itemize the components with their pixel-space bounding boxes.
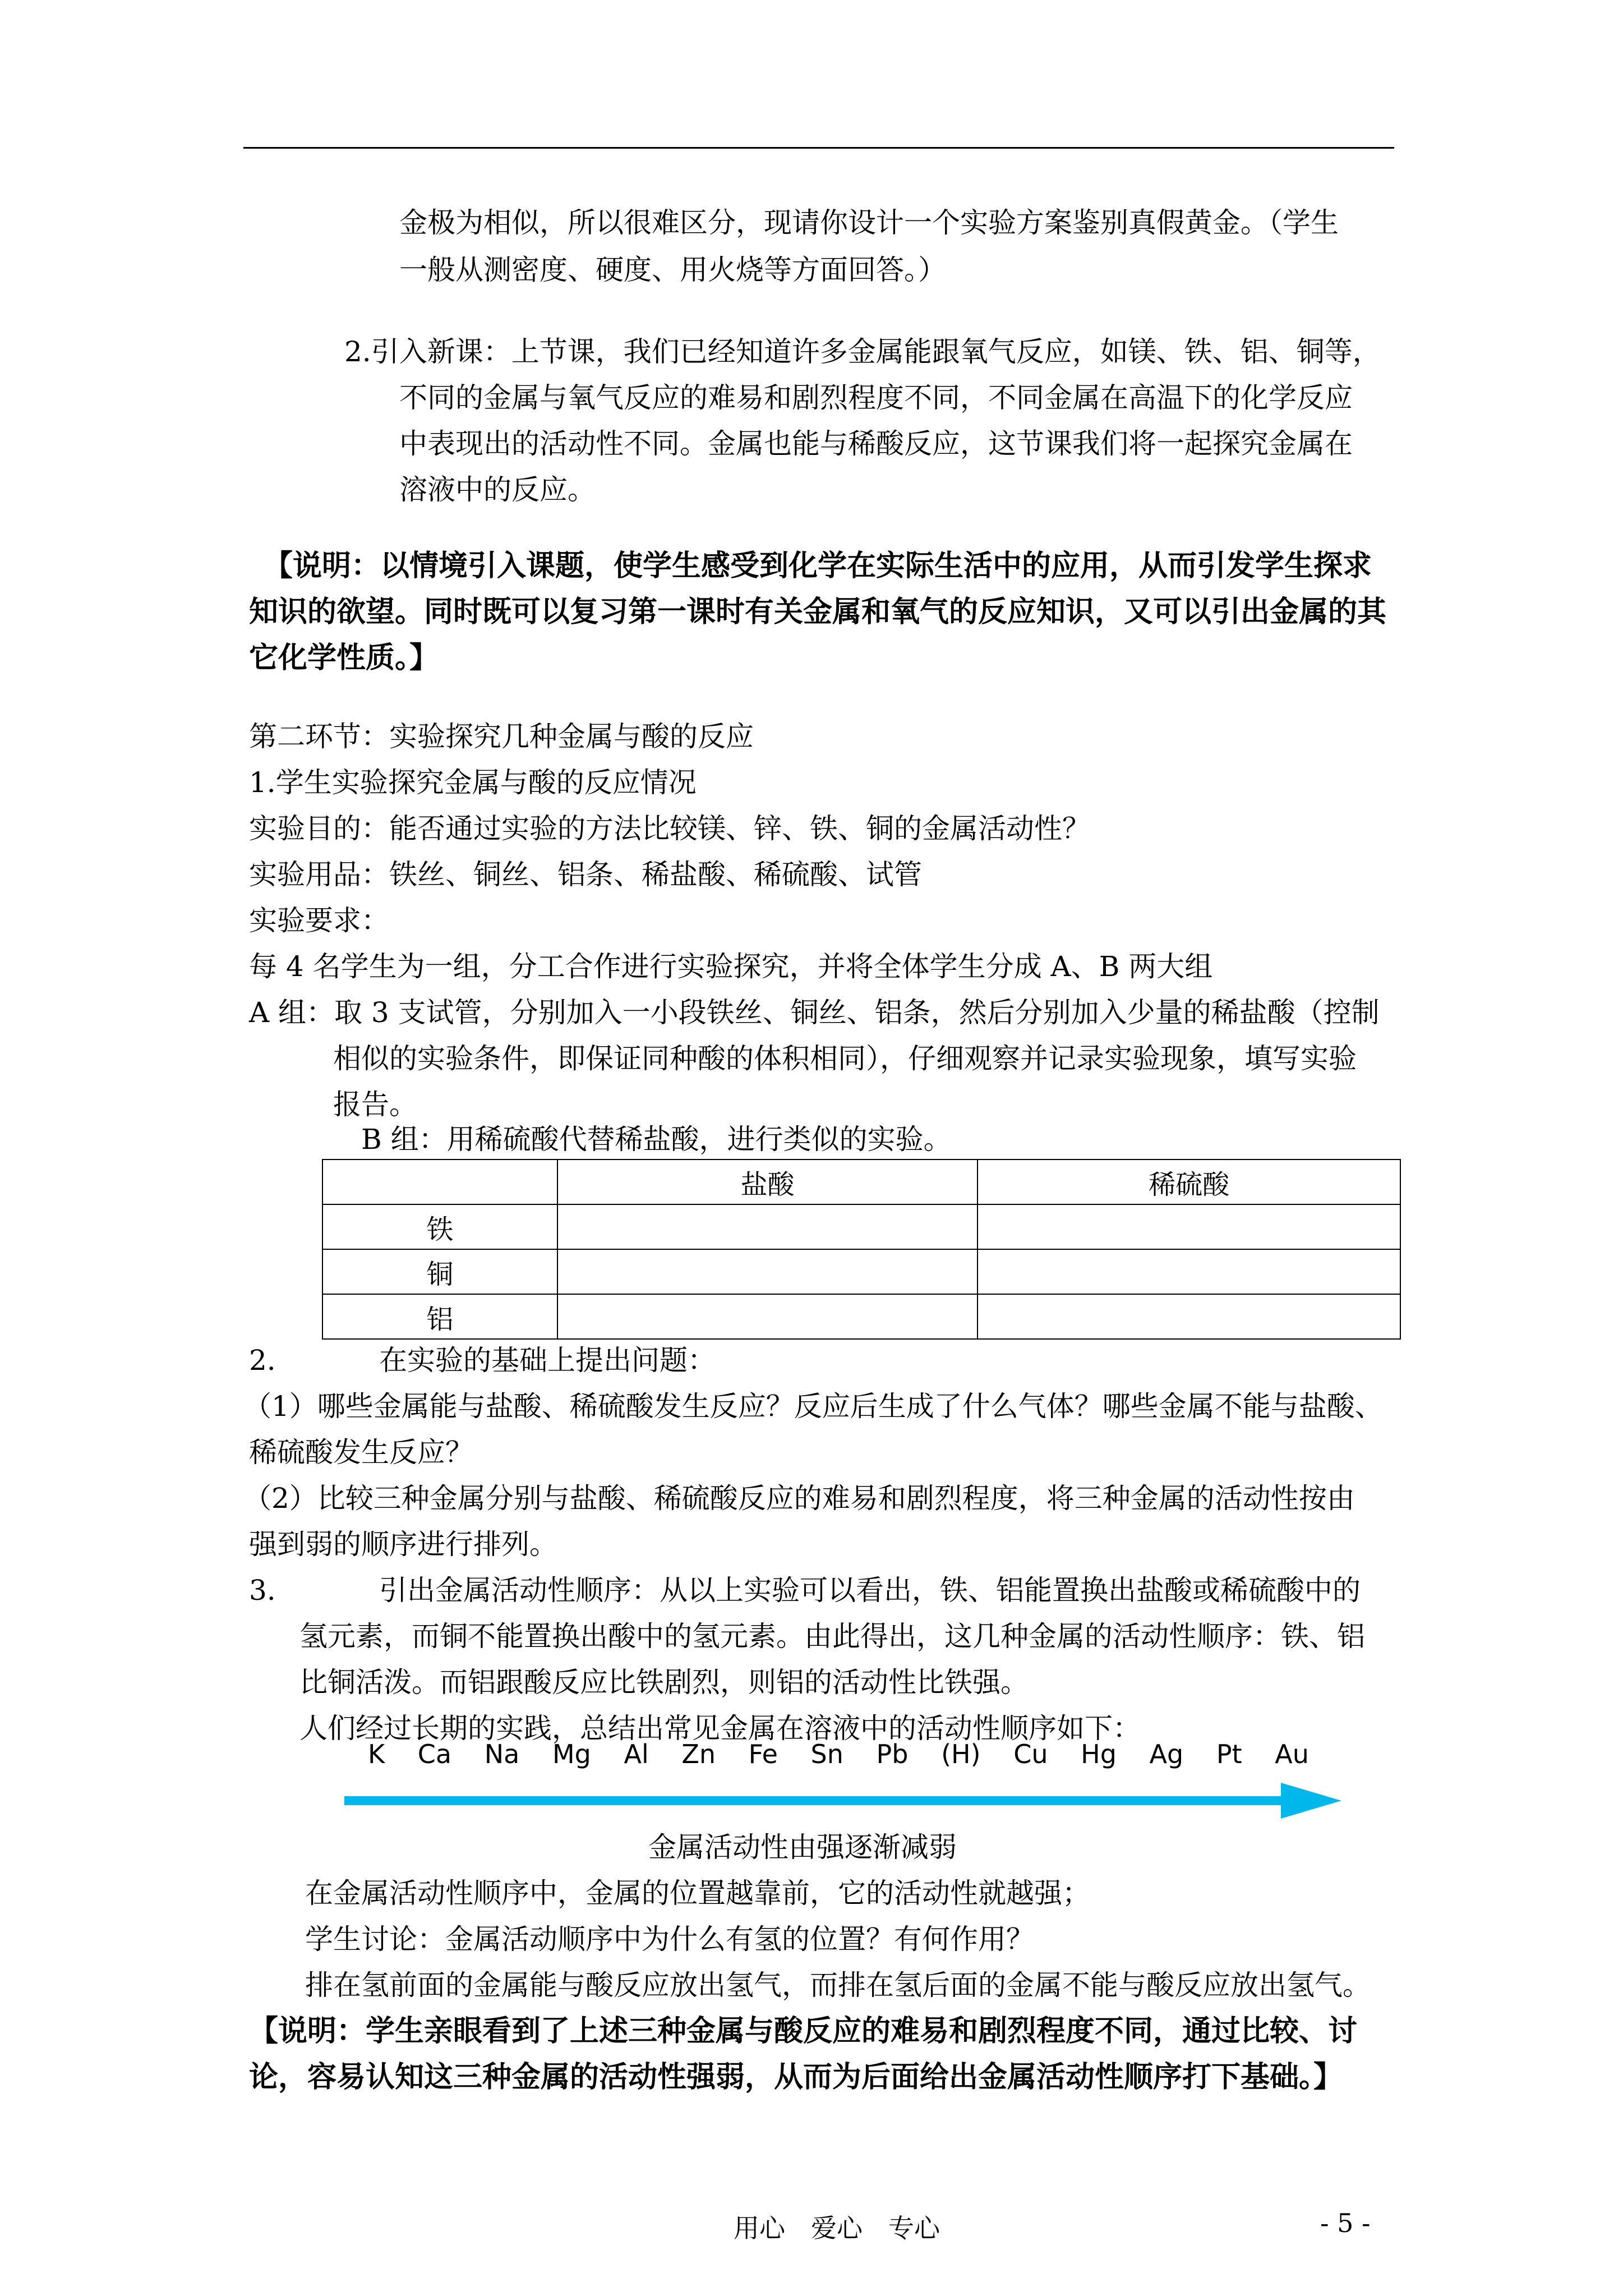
footer-motto: 用心 爱心 专心	[734, 2213, 940, 2243]
question-2-line-2: 强到弱的顺序进行排列。	[249, 1528, 557, 1561]
header-rule	[243, 147, 1394, 149]
table-cell	[978, 1204, 1400, 1249]
new-lesson-line-1: 2.引入新课：上节课，我们已经知道许多金属能跟氧气反应，如镁、铁、铝、铜等，	[344, 335, 1381, 368]
new-lesson-line-3: 中表现出的活动性不同。金属也能与稀酸反应，这节课我们将一起探究金属在	[399, 427, 1353, 460]
experiment-line-5: 每 4 名学生为一组，分工合作进行实验探究，并将全体学生分成 A、B 两大组	[249, 950, 1213, 983]
item-3-number: 3.	[249, 1574, 276, 1607]
item-3-line-1: 引出金属活动性顺序：从以上实验可以看出，铁、铝能置换出盐酸或稀硫酸中的	[379, 1574, 1361, 1607]
table-cell	[978, 1294, 1400, 1339]
element-symbol: Al	[624, 1739, 649, 1769]
table-header-row	[322, 1159, 1400, 1204]
experiment-line-4: 实验要求：	[249, 904, 389, 937]
table-cell	[557, 1294, 978, 1339]
note-2: 【说明：学生亲眼看到了上述三种金属与酸反应的难易和剧烈程度不同，通过比较、讨论，容易认知这三种金属的活动性强弱，从而为后面给出金属活动性顺序打下基础。】	[249, 2014, 1358, 2094]
element-symbol: Au	[1275, 1739, 1309, 1769]
question-1-line-1: （1）哪些金属能与盐酸、稀硫酸发生反应？反应后生成了什么气体？哪些金属不能与盐酸、	[243, 1390, 1383, 1423]
element-symbol: Ca	[417, 1739, 452, 1769]
item-3-line-2: 氢元素，而铜不能置换出酸中的氢元素。由此得出，这几种金属的活动性顺序：铁、铝	[299, 1620, 1365, 1653]
table-cell	[978, 1249, 1400, 1294]
intro-line-2: 一般从测密度、硬度、用火烧等方面回答。）	[399, 254, 946, 286]
page-number: - 5 -	[1320, 2208, 1371, 2238]
question-2-line-1: （2）比较三种金属分别与盐酸、稀硫酸反应的难易和剧烈程度，将三种金属的活动性按由	[243, 1482, 1355, 1515]
note-1: 【说明：以情境引入课题，使学生感受到化学在实际生活中的应用，从而引发学生探求知识的欲望。同时既可以复习第一课时有关金属和氧气的反应知识，又可以引出金属的其它化学性质。】	[249, 549, 1387, 675]
experiment-line-1: 1.学生实验探究金属与酸的反应情况	[249, 766, 697, 799]
element-symbol: Na	[484, 1739, 520, 1769]
item-2-number: 2.	[249, 1344, 276, 1377]
section-title: 第二环节：实验探究几种金属与酸的反应	[249, 720, 754, 753]
table-header-cell	[322, 1159, 557, 1204]
group-a-line-3: 报告。	[333, 1088, 417, 1121]
element-symbol: Sn	[810, 1739, 843, 1769]
group-b-line: B 组：用稀硫酸代替稀盐酸，进行类似的实验。	[361, 1123, 952, 1156]
table-row-label: 铜	[322, 1249, 557, 1294]
element-symbol: Pb	[876, 1739, 909, 1769]
after-line-1: 在金属活动性顺序中，金属的位置越靠前，它的活动性就越强；	[305, 1877, 1090, 1910]
element-symbol: Zn	[681, 1739, 716, 1769]
experiment-line-2: 实验目的：能否通过实验的方法比较镁、锌、铁、铜的金属活动性？	[249, 812, 1090, 845]
element-symbol: (H)	[941, 1739, 981, 1769]
new-lesson-line-2: 不同的金属与氧气反应的难易和剧烈程度不同，不同金属在高温下的化学反应	[399, 381, 1353, 414]
activity-series	[368, 1739, 1334, 1769]
table-header-cell: 盐酸	[557, 1159, 978, 1204]
group-a-line-2: 相似的实验条件，即保证同种酸的体积相同），仔细观察并记录实验现象，填写实验	[333, 1042, 1357, 1075]
element-symbol: Fe	[748, 1739, 778, 1769]
table-cell	[557, 1249, 978, 1294]
element-symbol: Mg	[552, 1739, 591, 1769]
experiment-line-3: 实验用品：铁丝、铜丝、铝条、稀盐酸、稀硫酸、试管	[249, 858, 922, 891]
table-row	[322, 1294, 1400, 1339]
after-line-2: 学生讨论：金属活动顺序中为什么有氢的位置？有何作用？	[305, 1923, 1034, 1955]
item-3-line-3: 比铜活泼。而铝跟酸反应比铁剧烈，则铝的活动性比铁强。	[299, 1666, 1029, 1699]
element-symbol: Pt	[1216, 1739, 1242, 1769]
table-row	[322, 1204, 1400, 1249]
intro-line-1: 金极为相似，所以很难区分，现请你设计一个实验方案鉴别真假黄金。（学生	[399, 206, 1339, 239]
table-row	[322, 1249, 1400, 1294]
activity-arrow-icon	[344, 1778, 1343, 1823]
element-symbol: Hg	[1081, 1739, 1117, 1769]
table-cell	[557, 1204, 978, 1249]
question-1-line-2: 稀硫酸发生反应？	[249, 1436, 473, 1469]
table-row-label: 铝	[322, 1294, 557, 1339]
element-symbol: Cu	[1013, 1739, 1048, 1769]
element-symbol: K	[368, 1739, 385, 1769]
experiment-table	[322, 1159, 1401, 1340]
group-a-line-1: A 组：取 3 支试管，分别加入一小段铁丝、铜丝、铝条，然后分别加入少量的稀盐酸（控制	[249, 996, 1380, 1029]
item-2-title: 在实验的基础上提出问题：	[379, 1344, 716, 1377]
item-3-line-4: 人们经过长期的实践，总结出常见金属在溶液中的活动性顺序如下：	[299, 1712, 1141, 1745]
series-caption: 金属活动性由强逐渐减弱	[648, 1831, 957, 1864]
element-symbol: Ag	[1149, 1739, 1184, 1769]
new-lesson-line-4: 溶液中的反应。	[399, 473, 596, 506]
table-row-label: 铁	[322, 1204, 557, 1249]
table-header-cell: 稀硫酸	[978, 1159, 1400, 1204]
after-line-3: 排在氢前面的金属能与酸反应放出氢气，而排在氢后面的金属不能与酸反应放出氢气。	[305, 1969, 1371, 2001]
